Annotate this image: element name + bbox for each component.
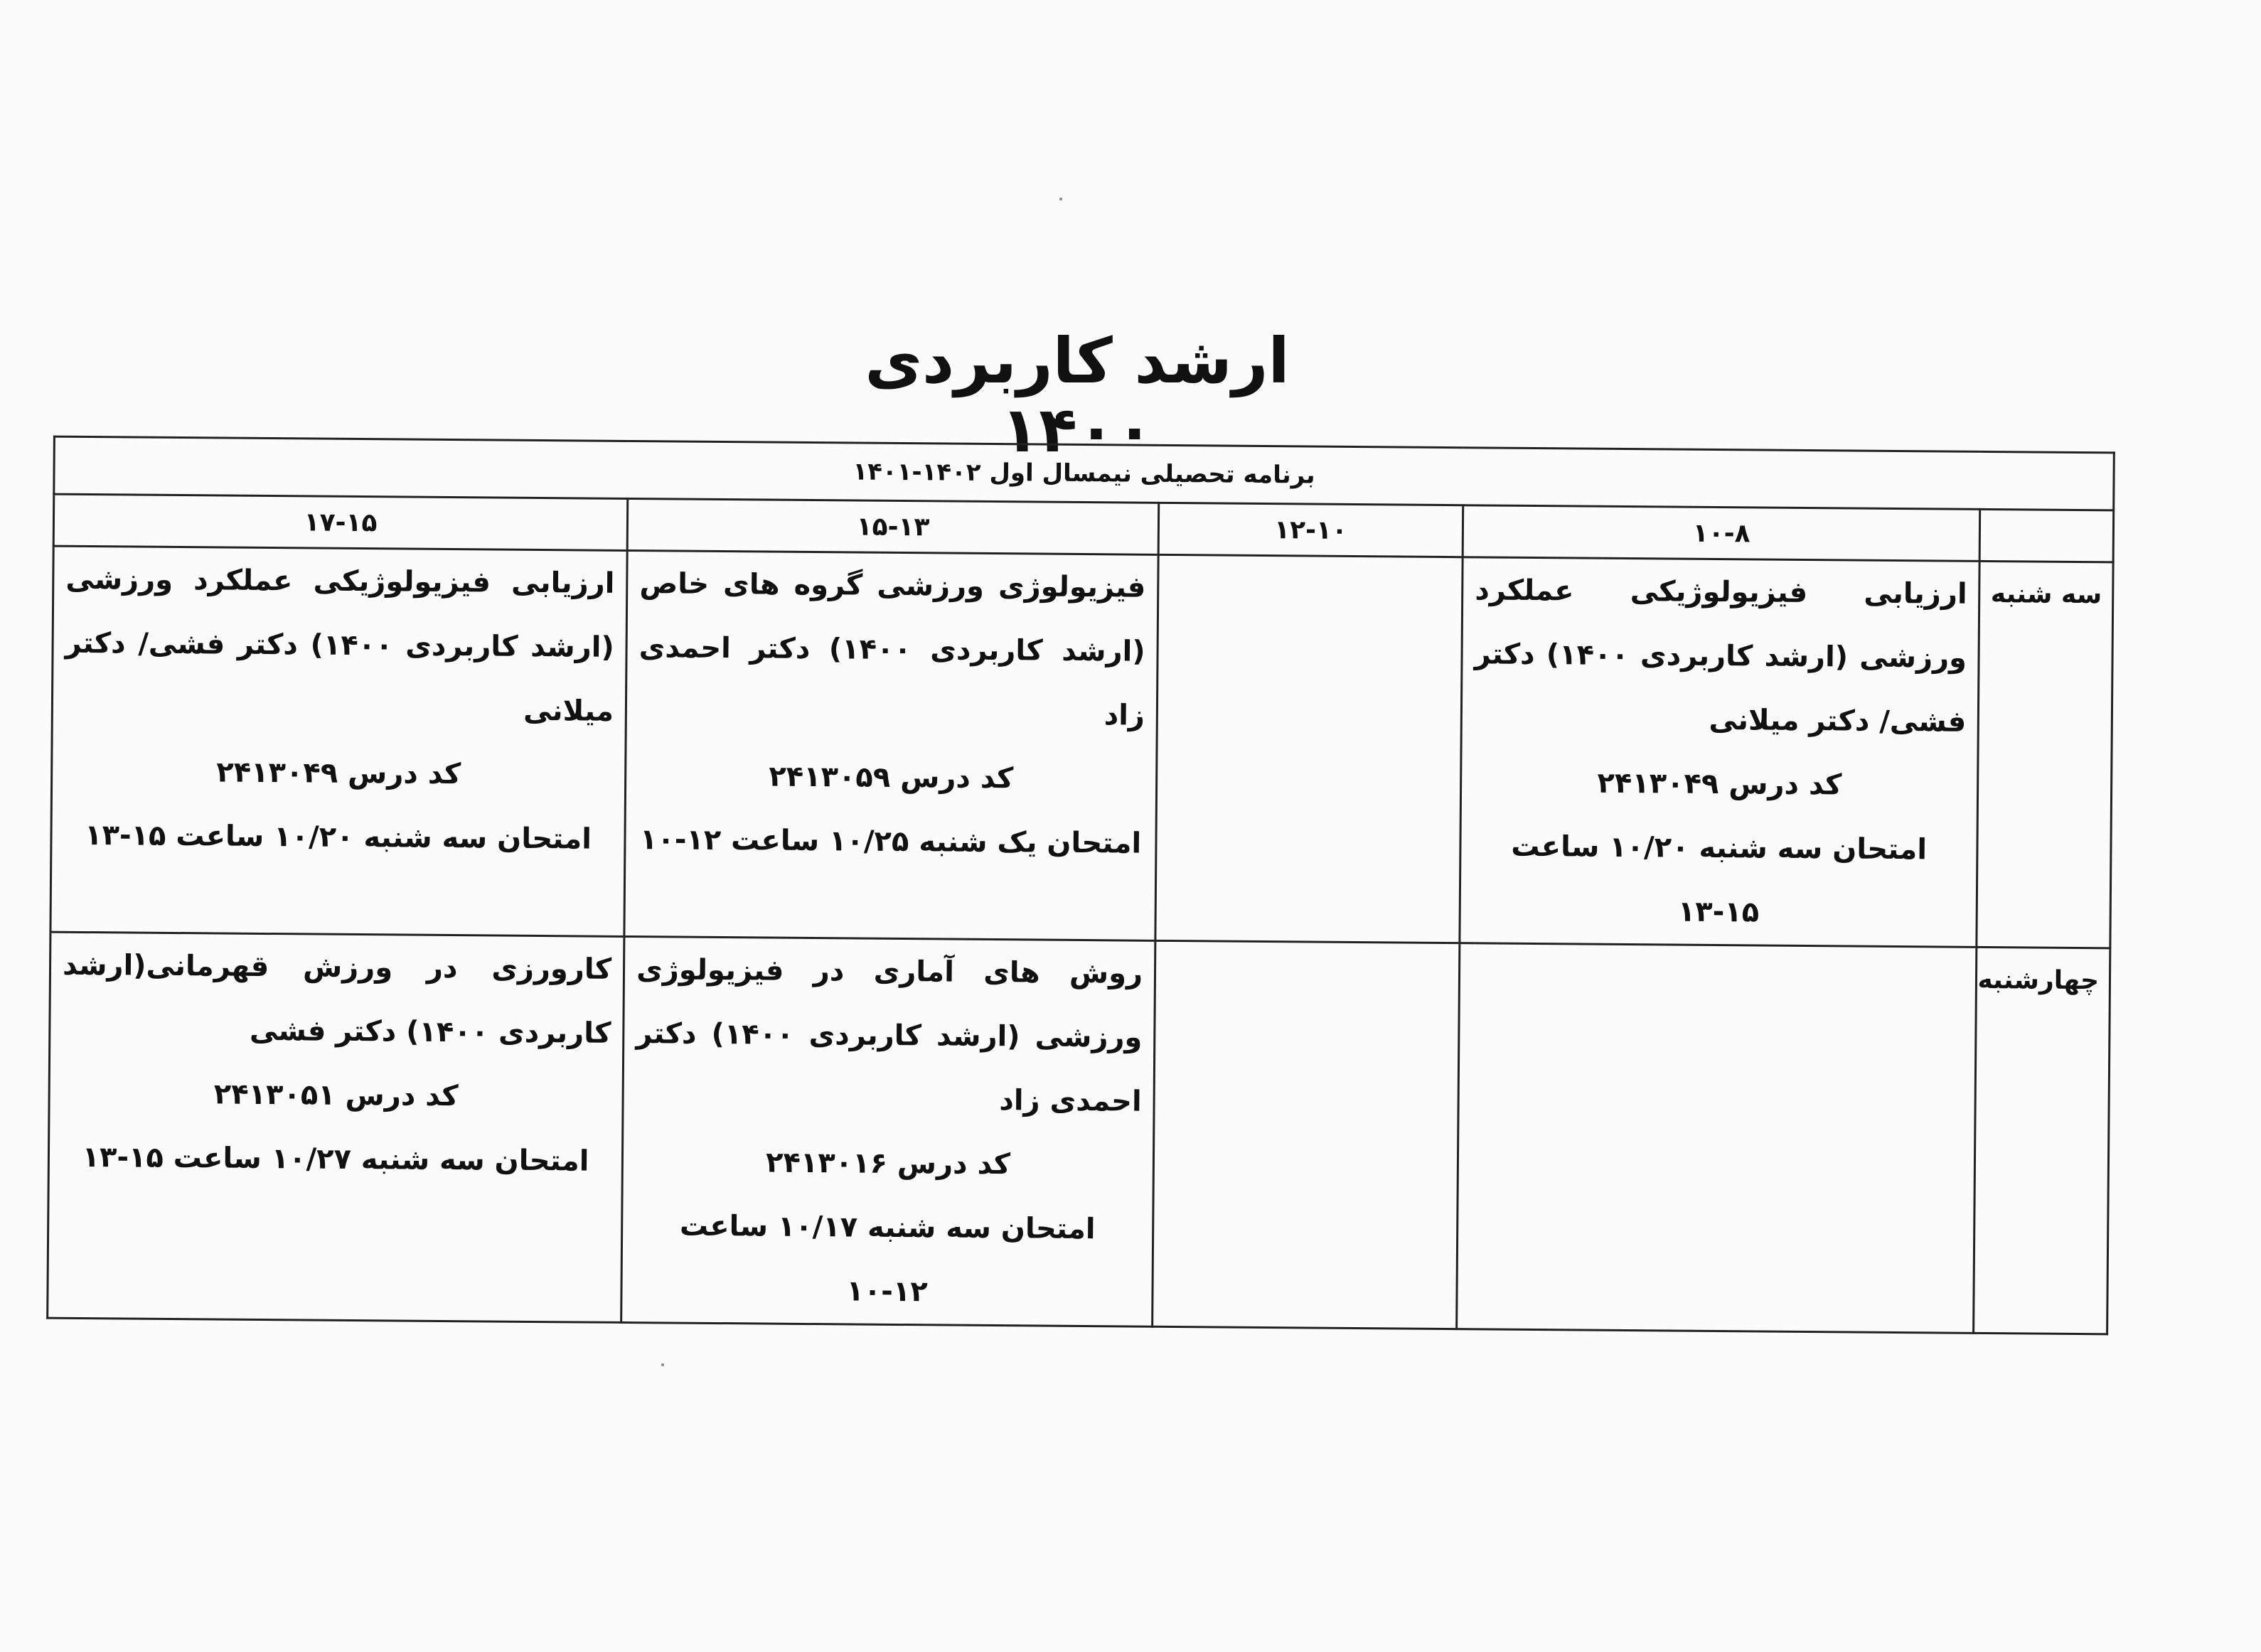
course-exam: امتحان سه شنبه ۱۰/۲۰ ساعت ۱۵-۱۳ bbox=[1511, 830, 1928, 929]
paper-speck bbox=[661, 1363, 664, 1366]
page-title: ارشد کاربردی ۱۴۰۰ bbox=[865, 324, 1290, 466]
course-exam: امتحان یک شنبه ۱۰/۲۵ ساعت ۱۲-۱۰ bbox=[639, 823, 1142, 860]
time-slot-header: ۱۲-۱۰ bbox=[1158, 503, 1463, 557]
course-title: کارورزی در ورزش قهرمانی(ارشد کاربردی ۱۴۰۰) دکتر فشی bbox=[62, 948, 612, 1050]
day-label: سه شنبه bbox=[1977, 561, 2113, 948]
schedule-row-wednesday bbox=[48, 932, 2110, 1334]
course-exam: امتحان سه شنبه ۱۰/۱۷ ساعت ۱۲-۱۰ bbox=[679, 1209, 1096, 1309]
semester-label: برنامه تحصیلی نیمسال اول ۱۴۰۲-۱۴۰۱ bbox=[54, 436, 2115, 510]
course-cell bbox=[621, 936, 1155, 1326]
course-cell bbox=[1460, 557, 1980, 948]
course-code: کد درس ۲۴۱۳۰۱۶ bbox=[765, 1146, 1011, 1181]
course-code: کد درس ۲۴۱۳۰۵۹ bbox=[769, 760, 1014, 795]
course-title bbox=[1171, 556, 1450, 558]
course-code: کد درس ۲۴۱۳۰۴۹ bbox=[216, 756, 461, 791]
time-slot-header: ۱۷-۱۵ bbox=[53, 494, 628, 550]
day-label: چهارشنبه bbox=[1974, 947, 2110, 1334]
course-code: کد درس ۲۴۱۳۰۵۱ bbox=[213, 1078, 459, 1113]
course-code: کد درس ۲۴۱۳۰۴۹ bbox=[1597, 766, 1842, 802]
paper-speck bbox=[1059, 198, 1062, 200]
schedule-row-tuesday bbox=[50, 546, 2113, 948]
schedule-table bbox=[46, 436, 2115, 1336]
course-cell bbox=[624, 550, 1158, 940]
course-title: ارزیابی فیزیولوژیکی عملکرد ورزشی (ارشد کاربردی ۱۴۰۰) دکتر فشی/ دکتر میلانی bbox=[1474, 574, 1967, 739]
course-cell-empty bbox=[1153, 940, 1460, 1329]
course-cell bbox=[48, 932, 624, 1322]
course-title: روش های آماری در فیزیولوژی ورزشی (ارشد کاربردی ۱۴۰۰) دکتر احمدی زاد bbox=[636, 953, 1143, 1118]
course-exam: امتحان سه شنبه ۱۰/۲۰ ساعت ۱۵-۱۳ bbox=[84, 818, 592, 856]
course-exam: امتحان سه شنبه ۱۰/۲۷ ساعت ۱۵-۱۳ bbox=[82, 1140, 589, 1178]
time-slot-header: ۱۰-۸ bbox=[1463, 505, 1980, 562]
course-title: ارزیابی فیزیولوژیکی عملکرد ورزشی (ارشد کاربردی ۱۴۰۰) دکتر فشی/ دکتر میلانی bbox=[65, 562, 615, 728]
course-title bbox=[1167, 942, 1447, 944]
course-cell bbox=[50, 546, 627, 936]
course-title: فیزیولوژی ورزشی گروه های خاص (ارشد کاربردی ۱۴۰۰) دکتر احمدی زاد bbox=[638, 567, 1146, 732]
course-cell-empty bbox=[1457, 943, 1977, 1334]
time-slot-header: ۱۵-۱۳ bbox=[627, 498, 1158, 554]
course-cell-empty bbox=[1155, 554, 1463, 943]
day-header-empty bbox=[1980, 509, 2114, 562]
